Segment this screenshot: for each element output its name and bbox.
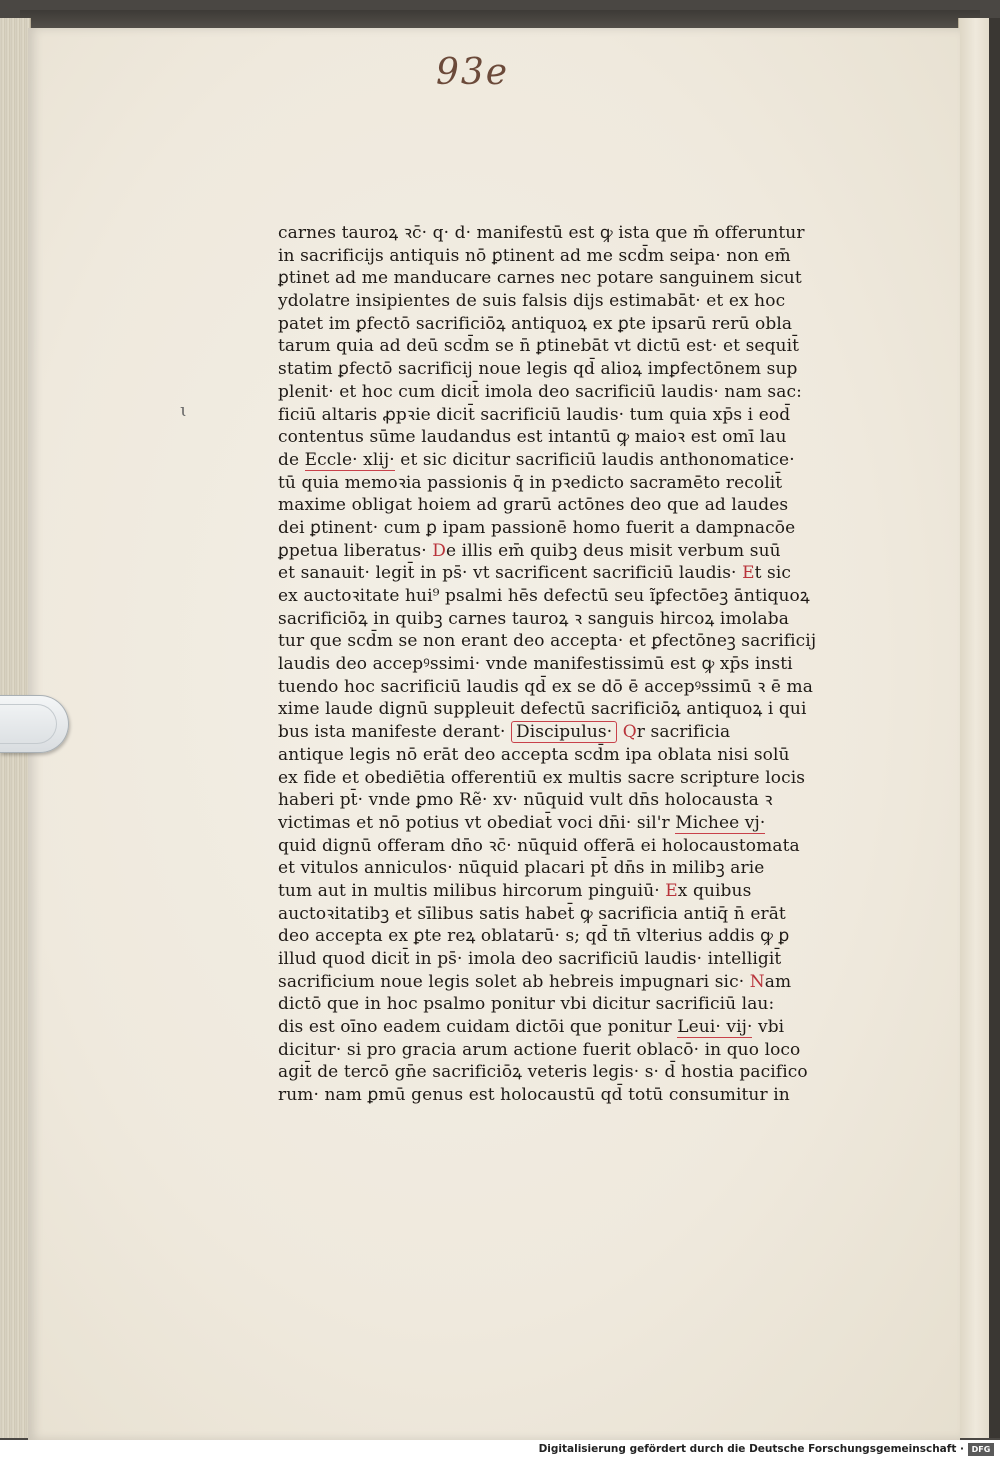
text-line: statim ꝑfectō sacrificij noue legis qd̄ alioꝝ imꝑfectōnem sup bbox=[278, 359, 798, 380]
text-line: ydolatre insipientes de suis falsis dijs estimabāt· et ex hoc bbox=[278, 291, 786, 312]
text-line bbox=[278, 1016, 838, 1039]
text-line: dictō que in hoc psalmo ponitur vbi dicitur sacrificiū lau: bbox=[278, 994, 775, 1015]
text-line: tuendo hoc sacrificiū laudis qd̄ ex se dō ē accepꝰssimū ꝛ ē ma bbox=[278, 676, 814, 697]
folio-number: 93e bbox=[436, 52, 510, 93]
text-line: agit̄ de tercō gn̄e sacrificiōꝝ veteris legis· s· d̄ hostia pacifico bbox=[278, 1062, 808, 1083]
page-clip-icon bbox=[0, 695, 69, 753]
text-line: tur que scd̄m se non erant deo accepta· et ꝑfectōneꝫ sacrificij bbox=[278, 631, 817, 652]
text-line: tarum quia ad deū scd̄m se n̄ ꝑtinebāt vt dictū est· et sequit̄ bbox=[278, 336, 800, 357]
citation-michee: Michee vj· bbox=[675, 812, 766, 833]
text-line: in sacrificijs antiquis nō ꝑtinent ad me scd̄m seipa· non em̄ bbox=[278, 245, 791, 266]
text-line: dicitur· si pro gracia arum actione fuerit oblacō· in quo loco bbox=[278, 1039, 801, 1060]
text-line: xime laude dignū suppleuit defectū sacrificiōꝝ antiquoꝝ i qui bbox=[278, 699, 807, 720]
text-line: patet im ꝑfectō sacrificiōꝝ antiquoꝝ ex ꝑte ipsarū rerū obla bbox=[278, 313, 793, 334]
line-start: ꝑpetua liberatus· bbox=[278, 540, 427, 561]
text-line: auctoꝛitatibꝫ et sīlibus satis habet̄ ꝙ sacrificia antiq̄ n̄ erāt bbox=[278, 903, 786, 924]
text-line: haberi pt̄· vnde ꝑmo Rẽ· xv· nūquid vult dn̄s holocausta ꝛ bbox=[278, 790, 773, 811]
text-line: plenit· et hoc cum dicit̄ imola deo sacrificiū laudis· nam sac: bbox=[278, 381, 802, 402]
text-block bbox=[278, 222, 838, 1107]
text-line: tū quia memoꝛia passionis q̄ in pꝛedicto sacramēto recolit̄ bbox=[278, 472, 783, 493]
line-start: tum aut in multis milibus hircorum pinguiū· bbox=[278, 880, 660, 901]
line-tail: vbi bbox=[758, 1017, 785, 1038]
line-tail: t sic bbox=[754, 563, 792, 584]
line-tail: et sic dicitur sacrificiū laudis anthonomatice· bbox=[400, 449, 795, 470]
line-tail: r sacrificia bbox=[636, 722, 731, 743]
text-line: antique legis nō erāt deo accepta scd̄m ipa oblata nisi solū bbox=[278, 744, 790, 765]
line-start: sacrificium noue legis solet ab hebreis impugnari sic· bbox=[278, 971, 745, 992]
dfg-logo: DFG bbox=[968, 1443, 994, 1456]
footer-credit: Digitalisierung gefördert durch die Deutsche Forschungsgemeinschaft · bbox=[538, 1443, 964, 1455]
text-line bbox=[278, 880, 838, 903]
text-line: et vitulos anniculos· nūquid placari pt̄ dn̄s in milibꝫ arie bbox=[278, 858, 765, 879]
red-initial: N bbox=[749, 971, 765, 992]
text-line: laudis deo accepꝰssimi· vnde manifestissimū est ꝙ xp̄s insti bbox=[278, 654, 793, 675]
line-start: dis est oīno eadem cuidam dictōi que ponitur bbox=[278, 1017, 672, 1038]
line-start: et sanauit· legit̄ in ps̄· vt sacrificent sacrificiū laudis· bbox=[278, 563, 737, 584]
book-right-page-edge bbox=[958, 18, 1000, 1438]
text-line: illud quod dicit̄ in ps̄· imola deo sacrificiū laudis· intelligit̄ bbox=[278, 949, 782, 969]
text-line: deo accepta ex ꝑte reꝝ oblatarū· s; qd̄ tn̄ vlterius addis ꝙ ꝑ bbox=[278, 926, 790, 947]
line-start: de bbox=[278, 449, 300, 470]
margin-mark: ɩ bbox=[180, 400, 188, 421]
text-line: ficiū altaris ꝓpꝛie dicit̄ sacrificiū laudis· tum quia xp̄s i eod̄ bbox=[278, 404, 791, 425]
text-line: quid dignū offeram dn̄o ꝛc̄· nūquid offerā ei holocaustomata bbox=[278, 835, 800, 856]
red-initial: E bbox=[742, 563, 755, 584]
text-line bbox=[278, 971, 838, 994]
citation-eccle: Eccle· xlij· bbox=[304, 449, 395, 470]
text-line: rum· nam ꝑmū genus est holocaustū qd̄ totū consumitur in bbox=[278, 1085, 790, 1106]
text-line bbox=[278, 562, 838, 585]
footer-bar bbox=[0, 1440, 1000, 1460]
line-tail: am bbox=[764, 971, 792, 992]
text-line: ꝑtinet ad me manducare carnes nec potare sanguinem sicut bbox=[278, 268, 802, 289]
text-line bbox=[278, 721, 838, 744]
line-tail: x quibus bbox=[677, 880, 752, 901]
text-line: ex auctoꝛitate hui⁹ psalmi hēs defectū seu ĩꝑfectōeꝫ āntiquoꝝ bbox=[278, 586, 810, 606]
text-line bbox=[278, 540, 838, 563]
text-line: maxime obligat hoiem ad grarū actōnes deo que ad laudes bbox=[278, 495, 789, 516]
red-initial: E bbox=[665, 880, 678, 901]
discipulus-rubric: Discipulus· bbox=[511, 721, 617, 743]
text-line: contentus sūme laudandus est intantū ꝙ maioꝛ est omī lau bbox=[278, 427, 787, 448]
text-line: carnes tauroꝝ ꝛc̄· q· d· manifestū est ꝙ ista que m̄ offeruntur bbox=[278, 223, 805, 243]
text-line: sacrificiōꝝ in quibꝫ carnes tauroꝝ ꝛ sanguis hircoꝝ imolaba bbox=[278, 608, 789, 629]
text-line bbox=[278, 812, 838, 835]
line-start: victimas et nō potius vt obediat̄ voci dn̄i· sil'r bbox=[278, 812, 670, 833]
line-start: bus ista manifeste derant· bbox=[278, 722, 506, 743]
red-initial: D bbox=[432, 540, 446, 561]
citation-leui: Leui· vij· bbox=[677, 1017, 753, 1038]
text-line bbox=[278, 449, 838, 472]
text-line: ex fide et obediētia offerentiū ex multis sacre scripture locis bbox=[278, 767, 806, 788]
text-line: dei ꝑtinent· cum ꝑ ipam passionē homo fuerit a dampnacōe bbox=[278, 517, 796, 538]
line-tail: e illis em̄ quibꝫ deus misit verbum suū bbox=[446, 540, 781, 561]
red-initial: Q bbox=[622, 722, 637, 743]
